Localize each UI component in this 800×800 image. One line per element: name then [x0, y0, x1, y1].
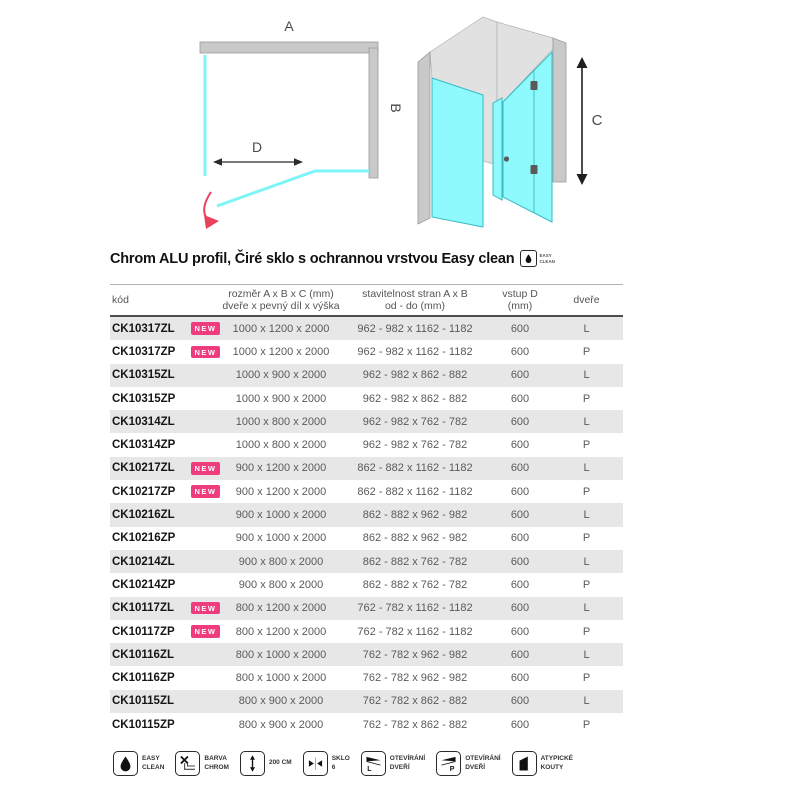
legend-item-door-right	[436, 751, 500, 776]
new-badge-cell	[188, 625, 222, 638]
door-cell: P	[582, 578, 591, 591]
door-cell: L	[583, 415, 590, 428]
product-code: CK10115ZL	[112, 695, 175, 708]
header-entry: vstup D (mm)	[502, 287, 538, 312]
range-cell: 962 - 982 x 762 - 782	[362, 439, 468, 452]
entry-cell: 600	[510, 695, 530, 708]
dim-label-c: C	[591, 112, 603, 129]
product-code: CK10217ZL	[112, 462, 175, 475]
range-cell: 962 - 982 x 862 - 882	[362, 392, 468, 405]
hinge-top	[531, 81, 538, 90]
range-cell: 762 - 782 x 1162 - 1182	[357, 625, 473, 638]
new-badge-cell	[188, 346, 222, 359]
glass-panel-left	[432, 78, 483, 227]
door-cell: L	[583, 695, 590, 708]
product-code: CK10116ZL	[112, 648, 175, 661]
door-cell: L	[583, 648, 590, 661]
table-body	[110, 317, 623, 736]
size-cell: 1000 x 900 x 2000	[235, 369, 327, 382]
new-badge: NEW	[191, 346, 220, 359]
entry-cell: 600	[510, 345, 530, 358]
table-row	[110, 597, 623, 620]
product-code: CK10115ZP	[112, 718, 175, 731]
range-cell: 762 - 782 x 862 - 882	[362, 695, 468, 708]
legend-label: 200 CM	[268, 759, 292, 767]
door-cell: L	[583, 369, 590, 382]
door-cell: P	[582, 718, 591, 731]
table-row	[110, 713, 623, 736]
product-code: CK10314ZP	[112, 439, 176, 452]
product-code: CK10116ZP	[112, 672, 175, 685]
entry-cell: 600	[510, 672, 530, 685]
range-cell: 862 - 882 x 762 - 782	[362, 578, 468, 591]
product-code: CK10216ZP	[112, 532, 176, 545]
legend-item-door-left	[361, 751, 425, 776]
product-code: CK10317ZP	[112, 345, 176, 358]
legend-item-height	[240, 751, 292, 776]
size-cell: 800 x 1000 x 2000	[235, 672, 327, 685]
size-cell: 1000 x 800 x 2000	[235, 439, 327, 452]
size-cell: 900 x 1200 x 2000	[235, 462, 327, 475]
dim-label-a: A	[284, 18, 294, 34]
table-row	[110, 340, 623, 363]
atypical-corner-icon	[512, 751, 537, 776]
size-cell: 1000 x 1200 x 2000	[232, 345, 330, 358]
new-badge: NEW	[191, 485, 220, 498]
height-icon	[240, 751, 265, 776]
door-cell: L	[583, 555, 590, 568]
header-range: stavitelnost stran A x B od - do (mm)	[362, 287, 468, 312]
legend-label: OTEVÍRÁNÍ DVEŘÍ	[389, 755, 426, 771]
table-row	[110, 690, 623, 713]
table-row	[110, 387, 623, 410]
entry-cell: 600	[510, 485, 530, 498]
section-heading	[110, 250, 670, 267]
arrowhead-down	[577, 174, 588, 185]
range-cell: 762 - 782 x 962 - 982	[362, 672, 468, 685]
new-badge-cell	[188, 462, 222, 475]
table-row	[110, 620, 623, 643]
top-view-diagram	[175, 5, 405, 240]
legend-item-glass	[303, 751, 350, 776]
door-cell: P	[582, 392, 591, 405]
table-row	[110, 433, 623, 456]
table-header	[110, 284, 623, 317]
size-cell: 900 x 1000 x 2000	[235, 509, 327, 522]
new-badge-cell	[188, 485, 222, 498]
entry-cell: 600	[510, 462, 530, 475]
product-code: CK10314ZL	[112, 415, 175, 428]
new-badge: NEW	[191, 322, 220, 335]
new-badge: NEW	[191, 625, 220, 638]
entry-cell: 600	[510, 555, 530, 568]
legend-label: OTEVÍRÁNÍ DVEŘÍ	[465, 755, 501, 771]
legend-label: EASY CLEAN	[142, 755, 165, 771]
product-code: CK10317ZL	[112, 322, 175, 335]
entry-cell: 600	[510, 415, 530, 428]
range-cell: 862 - 882 x 762 - 782	[362, 555, 468, 568]
table-row	[110, 527, 623, 550]
door-cell: L	[583, 509, 590, 522]
header-size: rozměr A x B x C (mm) dveře x pevný díl x výška	[222, 287, 340, 312]
door-cell: P	[582, 625, 591, 638]
legend-bar	[113, 751, 584, 776]
product-code: CK10216ZL	[112, 509, 175, 522]
range-cell: 862 - 882 x 962 - 982	[362, 509, 468, 522]
size-cell: 800 x 900 x 2000	[238, 718, 324, 731]
easy-clean-badge-text: EASY CLEAN	[539, 253, 555, 264]
header-door: dveře	[573, 293, 600, 306]
glass-panel-middle	[493, 98, 502, 200]
size-cell: 800 x 1200 x 2000	[235, 602, 327, 615]
range-cell: 762 - 782 x 1162 - 1182	[357, 602, 473, 615]
barva-chrom-icon	[175, 751, 200, 776]
product-code: CK10315ZP	[112, 392, 176, 405]
dim-label-d: D	[251, 139, 263, 155]
size-cell: 900 x 800 x 2000	[238, 555, 324, 568]
entry-cell: 600	[510, 602, 530, 615]
table-row	[110, 480, 623, 503]
table-row	[110, 550, 623, 573]
easy-clean-badge	[520, 250, 555, 267]
arrowhead-up	[577, 57, 588, 68]
size-cell: 1000 x 900 x 2000	[235, 392, 327, 405]
legend-label: ATYPICKÉ KOUTY	[540, 755, 573, 771]
door-cell: P	[582, 532, 591, 545]
entry-cell: 600	[510, 648, 530, 661]
size-cell: 800 x 900 x 2000	[238, 695, 324, 708]
range-cell: 962 - 982 x 862 - 882	[362, 369, 468, 382]
dim-label-b: B	[388, 103, 404, 113]
range-cell: 762 - 782 x 862 - 882	[362, 718, 468, 731]
header-code: kód	[112, 293, 129, 306]
door-right-letter: P	[449, 765, 455, 773]
product-table	[110, 284, 623, 736]
new-badge-cell	[188, 322, 222, 335]
table-row	[110, 364, 623, 387]
wall-top	[200, 42, 378, 53]
product-code: CK10217ZP	[112, 485, 176, 498]
size-cell: 900 x 800 x 2000	[238, 578, 324, 591]
door-cell: P	[582, 672, 591, 685]
table-row	[110, 317, 623, 340]
range-cell: 962 - 982 x 762 - 782	[362, 415, 468, 428]
page-title: Chrom ALU profil, Čiré sklo s ochrannou vrstvou Easy clean	[110, 250, 515, 267]
wall-right	[369, 48, 378, 178]
size-cell: 800 x 1200 x 2000	[235, 625, 327, 638]
table-row	[110, 457, 623, 480]
table-row	[110, 573, 623, 596]
hinge-bottom	[531, 165, 538, 174]
entry-cell: 600	[510, 392, 530, 405]
size-cell: 900 x 1200 x 2000	[235, 485, 327, 498]
door-cell: L	[583, 322, 590, 335]
entry-cell: 600	[510, 718, 530, 731]
size-cell: 800 x 1000 x 2000	[235, 648, 327, 661]
new-badge-cell	[188, 602, 222, 615]
door-left-letter: L	[367, 765, 372, 773]
range-cell: 962 - 982 x 1162 - 1182	[357, 322, 473, 335]
table-row	[110, 410, 623, 433]
glass-icon	[303, 751, 328, 776]
range-cell: 862 - 882 x 962 - 982	[362, 532, 468, 545]
legend-label: BARVA CHROM	[204, 755, 229, 771]
glass-door-open	[217, 171, 315, 206]
entry-cell: 600	[510, 625, 530, 638]
door-swing-arrowhead	[204, 215, 219, 229]
entry-cell: 600	[510, 509, 530, 522]
door-knob	[504, 156, 509, 161]
door-cell: P	[582, 345, 591, 358]
legend-item-barva-chrom	[175, 751, 229, 776]
size-cell: 900 x 1000 x 2000	[235, 532, 327, 545]
entry-cell: 600	[510, 369, 530, 382]
door-right-icon	[436, 751, 461, 776]
range-cell: 962 - 982 x 1162 - 1182	[357, 345, 473, 358]
product-code: CK10214ZP	[112, 578, 176, 591]
door-cell: P	[582, 485, 591, 498]
arrowhead-left	[213, 158, 222, 166]
product-code: CK10214ZL	[112, 555, 175, 568]
arrowhead-right	[294, 158, 303, 166]
table-row	[110, 643, 623, 666]
legend-label: SKLO 6	[331, 755, 350, 771]
entry-cell: 600	[510, 532, 530, 545]
entry-cell: 600	[510, 322, 530, 335]
table-row	[110, 666, 623, 689]
door-left-icon	[361, 751, 386, 776]
legend-item-atypical-corner	[512, 751, 573, 776]
door-cell: P	[582, 439, 591, 452]
size-cell: 1000 x 800 x 2000	[235, 415, 327, 428]
wall-left-edge	[418, 52, 430, 224]
new-badge: NEW	[191, 602, 220, 615]
product-code: CK10117ZP	[112, 625, 175, 638]
iso-view-diagram	[395, 5, 625, 240]
product-code: CK10117ZL	[112, 602, 175, 615]
size-cell: 1000 x 1200 x 2000	[232, 322, 330, 335]
new-badge: NEW	[191, 462, 220, 475]
entry-cell: 600	[510, 439, 530, 452]
table-row	[110, 503, 623, 526]
range-cell: 862 - 882 x 1162 - 1182	[357, 462, 473, 475]
range-cell: 762 - 782 x 962 - 982	[362, 648, 468, 661]
easy-clean-icon	[113, 751, 138, 776]
product-code: CK10315ZL	[112, 369, 175, 382]
door-cell: L	[583, 462, 590, 475]
door-cell: L	[583, 602, 590, 615]
range-cell: 862 - 882 x 1162 - 1182	[357, 485, 473, 498]
entry-cell: 600	[510, 578, 530, 591]
legend-item-easy-clean	[113, 751, 164, 776]
wall-right-edge	[553, 38, 566, 182]
easy-clean-drop-icon	[520, 250, 537, 267]
